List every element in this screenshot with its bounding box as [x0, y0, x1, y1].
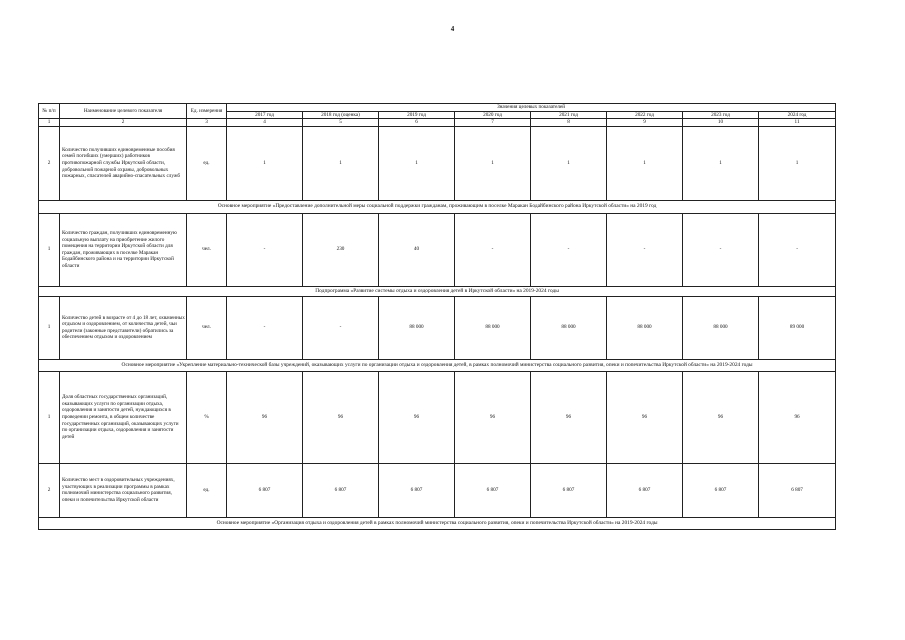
value-cell: 89 000 — [759, 296, 836, 359]
header-column-number: 11 — [759, 119, 836, 127]
value-cell: 6 807 — [227, 463, 303, 517]
value-cell: - — [759, 213, 836, 286]
section-title: Основное мероприятие «Укрепление материально-технической базы учреждений, оказывающих услуги по организации отдыха и оздоровления детей, в рамках полномочий министерства социального развития, опеки и попечительства Иркутской области» на 2019-2024 годы — [39, 359, 836, 371]
value-cell: 88 000 — [607, 296, 683, 359]
value-cell: 6 807 — [607, 463, 683, 517]
row-number: 2 — [39, 126, 60, 200]
value-cell: 96 — [759, 371, 836, 463]
header-column-number: 7 — [455, 119, 531, 127]
table-row — [39, 126, 836, 200]
header-num: № п/п — [39, 104, 60, 119]
value-cell: 96 — [455, 371, 531, 463]
row-number: 1 — [39, 371, 60, 463]
header-column-number: 9 — [607, 119, 683, 127]
value-cell: 1 — [455, 126, 531, 200]
value-cell: 6 807 — [531, 463, 607, 517]
value-cell: 88 000 — [683, 296, 759, 359]
row-number: 2 — [39, 463, 60, 517]
value-cell: 96 — [227, 371, 303, 463]
indicator-name: Количество получивших единовременные пособия семей погибших (умерших) работников противопожарной службы Иркутской области, добровольной пожарной охраны, добровольных пожарных, спасателей аварийно-спасательных служб — [60, 126, 187, 200]
header-year: 2020 год — [455, 111, 531, 119]
value-cell: 6 807 — [303, 463, 379, 517]
header-column-number: 10 — [683, 119, 759, 127]
page-number: 4 — [450, 25, 455, 33]
value-cell: 6 807 — [455, 463, 531, 517]
header-column-number: 6 — [379, 119, 455, 127]
value-cell: 1 — [303, 126, 379, 200]
value-cell: - — [455, 213, 531, 286]
value-cell: 1 — [227, 126, 303, 200]
value-cell: - — [531, 213, 607, 286]
header-column-numbers-row — [39, 119, 836, 127]
value-cell: 88 000 — [379, 296, 455, 359]
value-cell: 88 000 — [531, 296, 607, 359]
value-cell: 1 — [379, 126, 455, 200]
row-number: 1 — [39, 213, 60, 286]
value-cell: 88 000 — [455, 296, 531, 359]
header-column-number: 4 — [227, 119, 303, 127]
header-values-group: Значения целевых показателей — [227, 104, 836, 112]
header-year: 2019 год — [379, 111, 455, 119]
value-cell: 96 — [379, 371, 455, 463]
value-cell: - — [303, 296, 379, 359]
value-cell: 6 807 — [759, 463, 836, 517]
section-row — [39, 517, 836, 529]
value-cell: - — [683, 213, 759, 286]
header-column-number: 8 — [531, 119, 607, 127]
header-year: 2018 год (оценка) — [303, 111, 379, 119]
header-year: 2022 год — [607, 111, 683, 119]
header-year: 2023 год — [683, 111, 759, 119]
value-cell: 40 — [379, 213, 455, 286]
unit-cell: % — [187, 371, 227, 463]
value-cell: - — [227, 296, 303, 359]
value-cell: 6 807 — [683, 463, 759, 517]
value-cell: - — [607, 213, 683, 286]
row-number: 1 — [39, 296, 60, 359]
section-row — [39, 286, 836, 296]
header-year: 2017 год — [227, 111, 303, 119]
unit-cell: ед. — [187, 126, 227, 200]
indicator-name: Доля областных государственных организаций, оказывающих услуги по организации отдыха, оздоровления и занятости детей, нуждающихся в проведении ремонта, в общем количестве государственных организаций, оказывающих услуги по организации отдыха, оздоровления и занятости детей — [60, 371, 187, 463]
value-cell: 1 — [683, 126, 759, 200]
value-cell: 96 — [683, 371, 759, 463]
value-cell: - — [227, 213, 303, 286]
section-title: Основное мероприятие «Предоставление дополнительной меры социальной поддержки гражданам, проживающим в поселке Маракан Бодайбинского района Иркутской области» на 2019 год — [39, 200, 836, 213]
value-cell: 230 — [303, 213, 379, 286]
table-row — [39, 213, 836, 286]
header-year: 2024 год — [759, 111, 836, 119]
indicator-name: Количество граждан, получивших единовременную социальную выплату на приобретение жилого помещения на территории Иркутской области для граждан, проживающих в поселке Маракан Бодайбинского района и на территории Иркутской области — [60, 213, 187, 286]
table-body — [39, 126, 836, 529]
table-row — [39, 296, 836, 359]
header-column-number: 2 — [60, 119, 187, 127]
indicators-table — [38, 103, 836, 530]
section-row — [39, 200, 836, 213]
indicator-name: Количество детей в возрасте от 4 до 18 лет, охваченных отдыхом и оздоровлением, от количества детей, чьи родители (законные представители) обратились за обеспечением отдыхом и оздоровлением — [60, 296, 187, 359]
header-year: 2021 год — [531, 111, 607, 119]
header-column-number: 5 — [303, 119, 379, 127]
unit-cell: чел. — [187, 213, 227, 286]
header-column-number: 1 — [39, 119, 60, 127]
header-unit: Ед. измерения — [187, 104, 227, 119]
value-cell: 96 — [303, 371, 379, 463]
table-row — [39, 463, 836, 517]
value-cell: 1 — [759, 126, 836, 200]
value-cell: 6 807 — [379, 463, 455, 517]
value-cell: 96 — [531, 371, 607, 463]
value-cell: 1 — [607, 126, 683, 200]
section-row — [39, 359, 836, 371]
table-row — [39, 371, 836, 463]
header-name: Наименование целевого показателя — [60, 104, 187, 119]
unit-cell: ед. — [187, 463, 227, 517]
section-title: Подпрограмма «Развитие системы отдыха и оздоровления детей в Иркутской области» на 2019-2024 годы — [39, 286, 836, 296]
section-title: Основное мероприятие «Организация отдыха и оздоровления детей в рамках полномочий министерства социального развития, опеки и попечительства Иркутской области» на 2019-2024 годы — [39, 517, 836, 529]
unit-cell: чел. — [187, 296, 227, 359]
value-cell: 96 — [607, 371, 683, 463]
header-column-number: 3 — [187, 119, 227, 127]
value-cell: 1 — [531, 126, 607, 200]
indicator-name: Количество мест в оздоровительных учреждениях, участвующих в реализации программы в рамках полномочий министерства социального развития, опеки и попечительства Иркутской области — [60, 463, 187, 517]
